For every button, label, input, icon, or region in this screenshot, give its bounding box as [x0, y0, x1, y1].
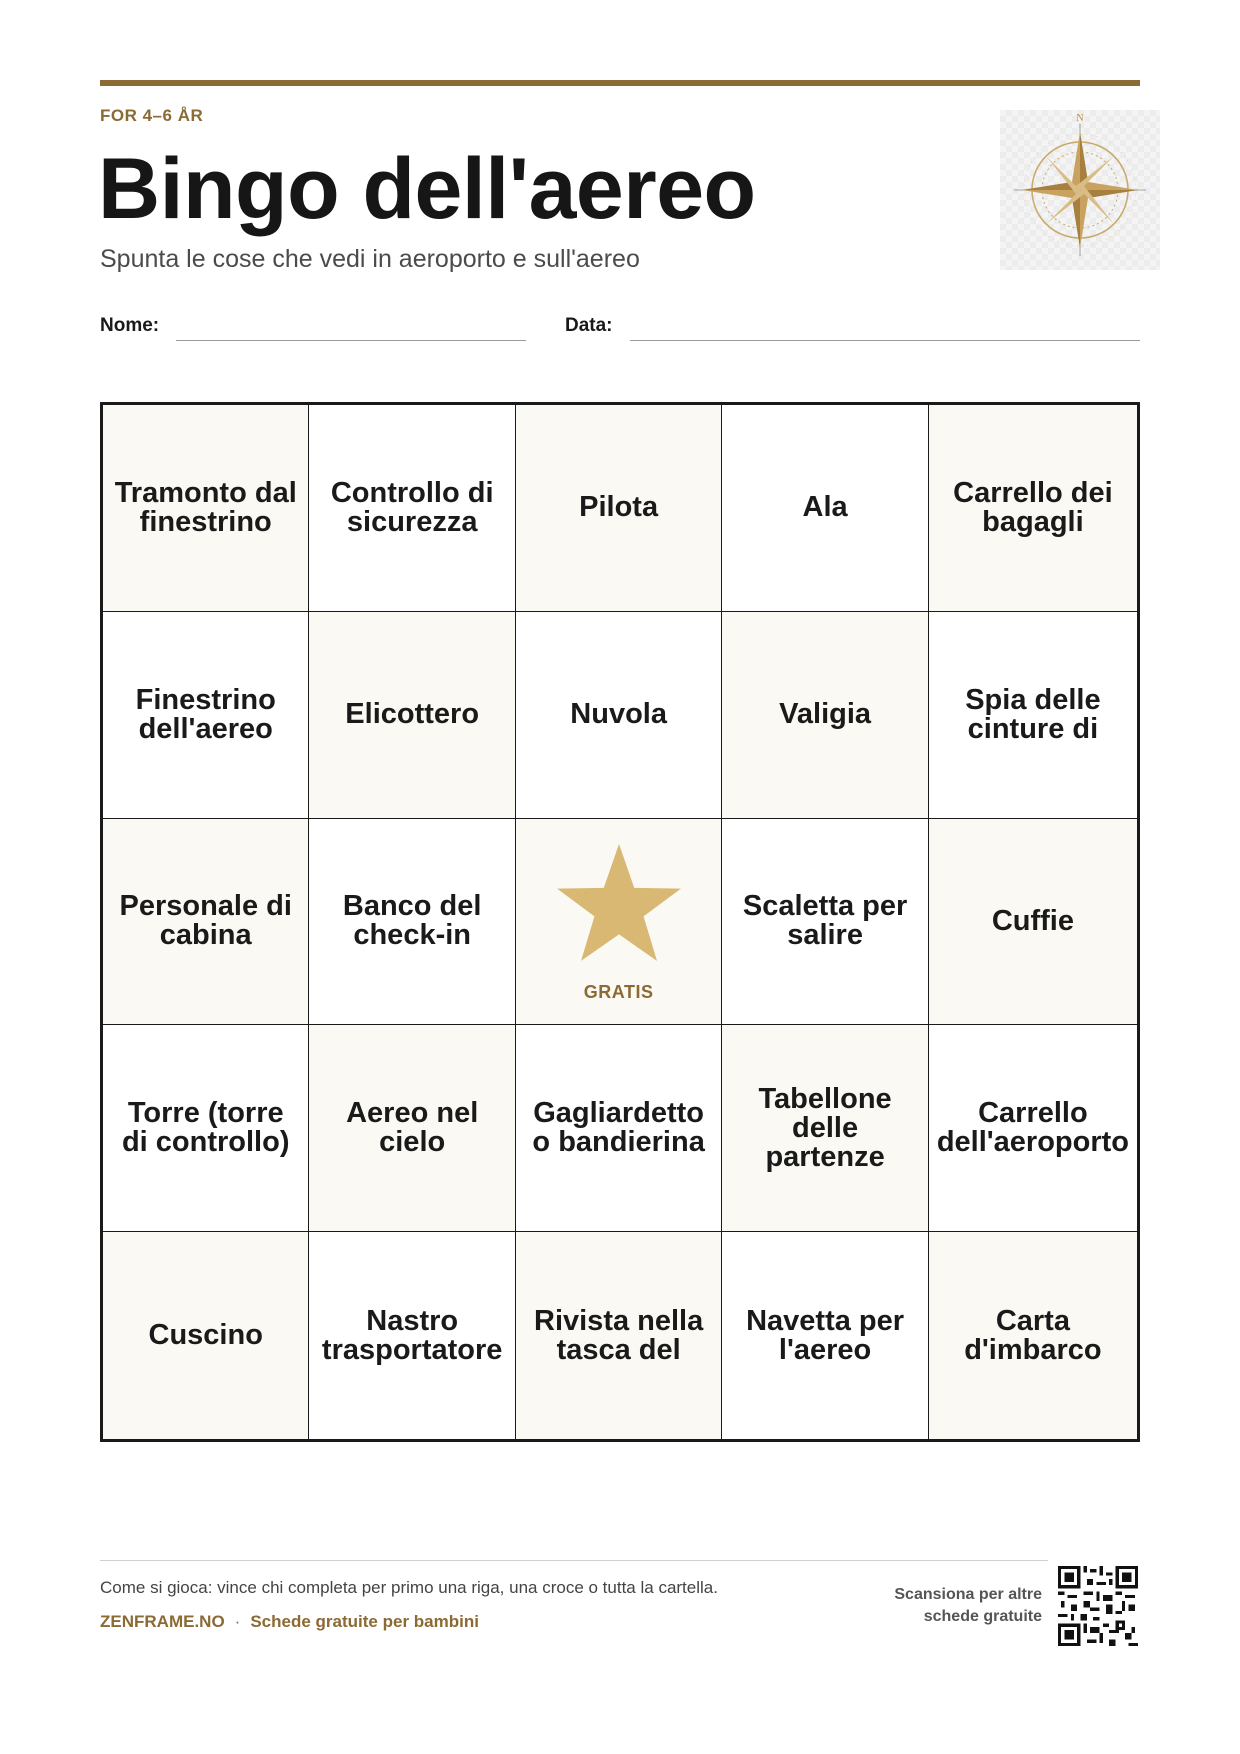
bingo-cell-label: Rivista nella tasca del — [534, 1304, 704, 1366]
date-field[interactable] — [630, 340, 1140, 341]
bingo-cell-label: Navetta per l'aereo — [746, 1304, 905, 1366]
bingo-cell[interactable] — [309, 1025, 515, 1232]
age-label: FOR 4–6 ÅR — [100, 106, 204, 125]
bingo-cell-label: Cuscino — [148, 1319, 263, 1352]
bingo-cell-label: Nastro trasportatore — [321, 1304, 503, 1366]
svg-text:N: N — [1076, 113, 1084, 124]
bingo-cell[interactable] — [103, 819, 309, 1026]
top-rule — [100, 80, 1140, 86]
free-space-cell[interactable] — [516, 819, 722, 1026]
bingo-cell-label: Valigia — [779, 698, 872, 731]
bingo-cell-label: Cuffie — [991, 904, 1074, 937]
name-label: Nome: — [100, 315, 160, 336]
bingo-cell[interactable] — [103, 1232, 309, 1439]
bingo-cell-label: Tramonto dal finestrino — [114, 476, 297, 538]
bingo-cell-label: Spia delle cinture di — [965, 683, 1101, 745]
tagline: Schede gratuite per bambini — [250, 1612, 479, 1631]
star-icon — [554, 844, 684, 968]
bingo-cell[interactable] — [722, 612, 928, 819]
page-subtitle: Spunta le cose che vedi in aeroporto e sull'aereo — [100, 245, 640, 273]
scan-text: Scansiona per altre schede gratuite — [894, 1586, 1042, 1625]
bingo-cell[interactable] — [929, 1232, 1137, 1439]
footer-divider — [100, 1560, 1048, 1561]
page-title: Bingo dell'aereo — [98, 141, 756, 237]
bingo-cell-label: Scaletta per salire — [742, 890, 908, 952]
bingo-cell-label: Controllo di sicurezza — [330, 476, 494, 538]
bingo-cell-label: Carrello dei bagagli — [953, 476, 1113, 538]
bingo-cell[interactable] — [722, 405, 928, 612]
bingo-cell-label: Aereo nel cielo — [346, 1097, 479, 1159]
bingo-cell-label: Torre (torre di controllo) — [121, 1097, 290, 1159]
bingo-cell-label: Carrello dell'aeroporto — [936, 1097, 1130, 1159]
bingo-cell[interactable] — [516, 612, 722, 819]
bingo-cell[interactable] — [929, 1025, 1137, 1232]
bingo-cell[interactable] — [103, 1025, 309, 1232]
brand-link[interactable]: ZENFRAME.NO — [100, 1612, 225, 1631]
bingo-cell[interactable] — [722, 1232, 928, 1439]
bingo-cell-label: Finestrino dell'aereo — [135, 683, 276, 745]
bingo-cell[interactable] — [309, 819, 515, 1026]
bingo-cell-label: Elicottero — [345, 698, 480, 731]
name-field[interactable] — [176, 340, 526, 341]
date-label: Data: — [565, 315, 613, 336]
bingo-cell[interactable] — [929, 819, 1137, 1026]
bingo-cell-label: Ala — [802, 491, 848, 524]
bingo-cell-label: Carta d'imbarco — [964, 1304, 1102, 1366]
bingo-cell[interactable] — [516, 1232, 722, 1439]
footer-brand-line — [100, 1612, 479, 1632]
bingo-cell-label: Pilota — [579, 491, 659, 524]
bingo-cell-label: Tabellone delle partenze — [758, 1082, 892, 1173]
bingo-board — [100, 402, 1140, 1442]
bingo-cell[interactable] — [929, 405, 1137, 612]
bingo-cell[interactable] — [309, 1232, 515, 1439]
bingo-cell[interactable] — [516, 1025, 722, 1232]
bingo-cell[interactable] — [722, 819, 928, 1026]
qr-code-icon[interactable] — [1058, 1566, 1138, 1646]
separator-dot: · — [234, 1612, 241, 1631]
bingo-cell-label: Banco del check-in — [342, 890, 482, 952]
bingo-cell[interactable] — [103, 612, 309, 819]
bingo-cell[interactable] — [103, 405, 309, 612]
instructions-text: Come si gioca: vince chi completa per primo una riga, una croce o tutta la cartella. — [100, 1578, 718, 1597]
bingo-cell[interactable] — [929, 612, 1137, 819]
bingo-cell-label: Personale di cabina — [119, 890, 292, 952]
bingo-cell-label: Nuvola — [570, 698, 667, 731]
bingo-cell[interactable] — [516, 405, 722, 612]
bingo-cell[interactable] — [309, 612, 515, 819]
compass-rose-icon — [1000, 110, 1160, 270]
bingo-cell-label: Gagliardetto o bandierina — [532, 1097, 705, 1159]
free-space-label: GRATIS — [583, 981, 654, 1002]
bingo-cell[interactable] — [722, 1025, 928, 1232]
bingo-cell[interactable] — [309, 405, 515, 612]
